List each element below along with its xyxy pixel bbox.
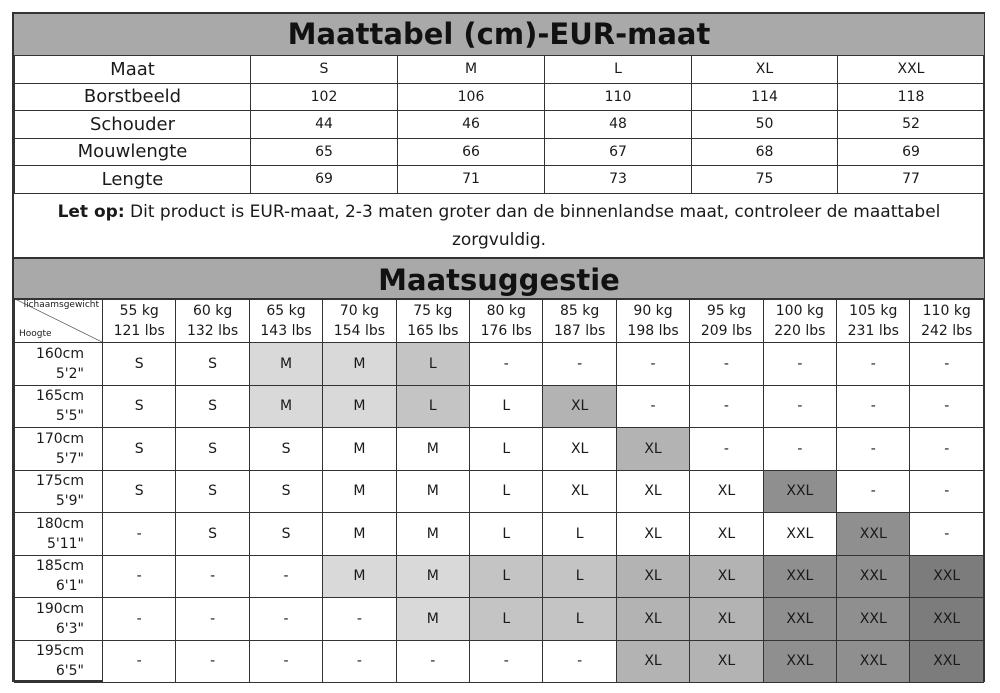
size-cell: 71 bbox=[398, 166, 545, 194]
size-suggestion-cell: - bbox=[176, 598, 249, 641]
size-suggestion-cell: - bbox=[249, 555, 322, 598]
suggestion-title: Maatsuggestie bbox=[14, 257, 984, 300]
size-suggestion-cell: XL bbox=[543, 428, 616, 471]
size-suggestion-cell: XXL bbox=[763, 598, 836, 641]
size-cell: 67 bbox=[545, 138, 692, 166]
size-cell: 44 bbox=[251, 111, 398, 139]
size-cell: M bbox=[398, 56, 545, 84]
size-suggestion-cell: - bbox=[323, 598, 396, 641]
size-suggestion-cell: L bbox=[396, 385, 469, 428]
height-cm: 165cm bbox=[35, 388, 84, 405]
size-suggestion-cell: S bbox=[103, 470, 176, 513]
size-suggestion-cell: M bbox=[323, 555, 396, 598]
height-cm: 180cm bbox=[35, 515, 84, 532]
height-ft: 5'2" bbox=[55, 365, 84, 382]
size-suggestion-cell: XXL bbox=[837, 555, 910, 598]
size-suggestion-cell: - bbox=[910, 428, 984, 471]
size-suggestion-cell: - bbox=[470, 343, 543, 386]
height-ft: 5'5" bbox=[55, 408, 84, 425]
size-suggestion-cell: XL bbox=[616, 428, 689, 471]
size-cell: 46 bbox=[398, 111, 545, 139]
size-suggestion-cell: - bbox=[103, 640, 176, 683]
size-suggestion-cell: L bbox=[470, 385, 543, 428]
size-cell: 48 bbox=[545, 111, 692, 139]
size-suggestion-cell: XL bbox=[690, 470, 763, 513]
size-suggestion-cell: - bbox=[176, 640, 249, 683]
size-suggestion-cell: - bbox=[837, 428, 910, 471]
weight-kg: 60 kg bbox=[192, 302, 233, 319]
size-suggestion-cell: XXL bbox=[763, 640, 836, 683]
weight-kg: 55 kg bbox=[119, 302, 159, 319]
table-row bbox=[15, 598, 984, 641]
size-suggestion-cell: - bbox=[910, 513, 984, 556]
size-cell: S bbox=[251, 56, 398, 84]
table-row bbox=[15, 428, 984, 471]
weight-header bbox=[763, 299, 836, 343]
size-suggestion-cell: - bbox=[176, 555, 249, 598]
note-label: Let op: bbox=[57, 202, 125, 222]
size-suggestion-cell: M bbox=[323, 428, 396, 471]
size-suggestion-cell: L bbox=[543, 555, 616, 598]
size-suggestion-cell: XL bbox=[616, 513, 689, 556]
size-suggestion-cell: - bbox=[249, 598, 322, 641]
size-cell: 110 bbox=[545, 83, 692, 111]
weight-lbs: 209 lbs bbox=[700, 322, 753, 339]
table-row bbox=[15, 640, 984, 683]
weight-lbs: 198 lbs bbox=[627, 322, 679, 339]
size-suggestion-cell: S bbox=[249, 428, 322, 471]
size-row bbox=[15, 166, 985, 194]
weight-lbs: 242 lbs bbox=[921, 322, 973, 339]
size-suggestion-cell: M bbox=[249, 343, 322, 386]
height-cm: 185cm bbox=[35, 558, 84, 575]
size-suggestion-cell: M bbox=[249, 385, 322, 428]
size-suggestion-cell: S bbox=[176, 343, 249, 386]
size-suggestion-cell: M bbox=[396, 428, 469, 471]
size-suggestion-cell: - bbox=[103, 598, 176, 641]
weight-lbs: 165 lbs bbox=[407, 322, 459, 339]
height-cm: 170cm bbox=[35, 430, 84, 447]
size-cell: 50 bbox=[692, 111, 838, 139]
size-row-label: Mouwlengte bbox=[15, 138, 251, 166]
height-cm: 175cm bbox=[35, 473, 84, 490]
height-header bbox=[15, 598, 103, 641]
height-ft: 5'9" bbox=[55, 493, 84, 510]
weight-kg: 70 kg bbox=[339, 302, 380, 319]
size-suggestion-cell: L bbox=[396, 343, 469, 386]
size-suggestion-cell: - bbox=[616, 385, 689, 428]
size-suggestion-cell: L bbox=[543, 598, 616, 641]
weight-lbs: 132 lbs bbox=[186, 322, 239, 339]
size-suggestion-cell: M bbox=[323, 513, 396, 556]
weight-lbs: 187 lbs bbox=[554, 322, 606, 339]
size-row bbox=[15, 138, 985, 166]
table-row bbox=[15, 385, 984, 428]
size-suggestion-cell: XL bbox=[616, 470, 689, 513]
size-suggestion-cell: L bbox=[470, 470, 543, 513]
size-suggestion-cell: XL bbox=[616, 555, 689, 598]
size-cell: 69 bbox=[838, 138, 985, 166]
height-ft: 6'5" bbox=[55, 663, 84, 680]
size-suggestion-cell: XL bbox=[690, 513, 763, 556]
size-suggestion-cell: - bbox=[249, 640, 322, 683]
size-cell: 114 bbox=[692, 83, 838, 111]
weight-header bbox=[249, 299, 322, 343]
size-suggestion-cell: - bbox=[543, 640, 616, 683]
height-header bbox=[15, 470, 103, 513]
size-suggestion-cell: XXL bbox=[910, 555, 984, 598]
weight-lbs: 143 lbs bbox=[260, 322, 312, 339]
size-suggestion-cell: L bbox=[470, 598, 543, 641]
weight-header bbox=[103, 299, 176, 343]
weight-kg: 110 kg bbox=[922, 302, 971, 319]
weight-kg: 105 kg bbox=[849, 302, 898, 319]
corner-height-label: Hoogte bbox=[19, 329, 52, 339]
table-row bbox=[15, 470, 984, 513]
weight-header bbox=[616, 299, 689, 343]
weight-lbs: 220 lbs bbox=[774, 322, 826, 339]
height-cm: 195cm bbox=[35, 643, 84, 660]
height-header bbox=[15, 385, 103, 428]
size-suggestion-cell: M bbox=[396, 470, 469, 513]
corner-weight-label: lichaamsgewicht bbox=[23, 300, 99, 310]
height-cm: 190cm bbox=[35, 600, 84, 617]
size-cell: 75 bbox=[692, 166, 838, 194]
size-suggestion-cell: XXL bbox=[910, 598, 984, 641]
size-suggestion-cell: L bbox=[470, 428, 543, 471]
weight-header bbox=[837, 299, 910, 343]
height-header bbox=[15, 343, 103, 386]
size-suggestion-cell: L bbox=[543, 513, 616, 556]
size-suggestion-cell: XXL bbox=[837, 513, 910, 556]
size-chart-table bbox=[14, 55, 985, 194]
size-suggestion-cell: L bbox=[470, 513, 543, 556]
size-suggestion-cell: - bbox=[910, 343, 984, 386]
size-suggestion-cell: XL bbox=[690, 555, 763, 598]
weight-kg: 95 kg bbox=[706, 302, 747, 319]
size-cell: 69 bbox=[251, 166, 398, 194]
size-suggestion-cell: - bbox=[616, 343, 689, 386]
height-cm: 160cm bbox=[35, 345, 84, 362]
size-suggestion-cell: M bbox=[396, 598, 469, 641]
size-suggestion-cell: S bbox=[176, 470, 249, 513]
size-cell: 52 bbox=[838, 111, 985, 139]
size-suggestion-table bbox=[14, 298, 984, 683]
height-ft: 6'1" bbox=[55, 578, 84, 595]
height-header bbox=[15, 640, 103, 683]
weight-kg: 100 kg bbox=[775, 302, 824, 319]
size-row-label: Maat bbox=[15, 56, 251, 84]
size-suggestion-cell: XL bbox=[616, 598, 689, 641]
weight-header bbox=[690, 299, 763, 343]
size-suggestion-cell: S bbox=[249, 513, 322, 556]
size-suggestion-cell: XL bbox=[616, 640, 689, 683]
weight-lbs: 154 lbs bbox=[333, 322, 386, 339]
size-cell: XL bbox=[692, 56, 838, 84]
corner-cell bbox=[15, 299, 103, 343]
height-header bbox=[15, 428, 103, 471]
size-suggestion-cell: S bbox=[103, 385, 176, 428]
size-row-label: Schouder bbox=[15, 111, 251, 139]
note-text: Dit product is EUR-maat, 2-3 maten groter dan de binnenlandse maat, controleer de maattabel zorgvuldig. bbox=[124, 202, 941, 250]
size-suggestion-cell: - bbox=[763, 385, 836, 428]
size-suggestion-cell: - bbox=[323, 640, 396, 683]
size-suggestion-cell: - bbox=[103, 513, 176, 556]
size-suggestion-cell: - bbox=[690, 385, 763, 428]
size-cell: 68 bbox=[692, 138, 838, 166]
weight-lbs: 231 lbs bbox=[847, 322, 899, 339]
size-suggestion-cell: S bbox=[249, 470, 322, 513]
size-suggestion-cell: XXL bbox=[763, 513, 836, 556]
weight-kg: 85 kg bbox=[560, 302, 600, 319]
size-suggestion-cell: XL bbox=[543, 385, 616, 428]
size-suggestion-cell: S bbox=[176, 385, 249, 428]
size-suggestion-cell: - bbox=[103, 555, 176, 598]
weight-header bbox=[176, 299, 249, 343]
table-row bbox=[15, 555, 984, 598]
weight-header bbox=[323, 299, 396, 343]
size-suggestion-cell: XXL bbox=[763, 470, 836, 513]
size-cell: 77 bbox=[838, 166, 985, 194]
size-cell: XXL bbox=[838, 56, 985, 84]
size-suggestion-cell: XXL bbox=[763, 555, 836, 598]
size-row-label: Borstbeeld bbox=[15, 83, 251, 111]
height-header bbox=[15, 555, 103, 598]
size-suggestion-cell: - bbox=[396, 640, 469, 683]
size-note bbox=[14, 194, 984, 257]
size-cell: L bbox=[545, 56, 692, 84]
size-suggestion-cell: - bbox=[763, 428, 836, 471]
size-suggestion-cell: - bbox=[690, 428, 763, 471]
weight-kg: 80 kg bbox=[486, 302, 526, 319]
size-suggestion-cell: - bbox=[763, 343, 836, 386]
weight-header bbox=[396, 299, 469, 343]
size-suggestion-cell: M bbox=[396, 513, 469, 556]
size-row-label: Lengte bbox=[15, 166, 251, 194]
height-ft: 5'7" bbox=[55, 450, 84, 467]
size-suggestion-cell: XL bbox=[690, 640, 763, 683]
size-suggestion-cell: S bbox=[176, 428, 249, 471]
size-suggestion-cell: M bbox=[323, 343, 396, 386]
size-suggestion-cell: M bbox=[323, 470, 396, 513]
size-suggestion-cell: - bbox=[837, 470, 910, 513]
size-suggestion-cell: XL bbox=[690, 598, 763, 641]
size-row bbox=[15, 56, 985, 84]
size-suggestion-cell: S bbox=[103, 343, 176, 386]
size-suggestion-cell: XL bbox=[543, 470, 616, 513]
size-suggestion-cell: - bbox=[837, 343, 910, 386]
size-chart-title: Maattabel (cm)-EUR-maat bbox=[14, 14, 984, 56]
size-row bbox=[15, 111, 985, 139]
weight-header bbox=[470, 299, 543, 343]
weight-kg: 75 kg bbox=[413, 302, 453, 319]
size-suggestion-cell: M bbox=[323, 385, 396, 428]
size-cell: 66 bbox=[398, 138, 545, 166]
height-ft: 6'3" bbox=[55, 620, 84, 637]
size-suggestion-cell: - bbox=[690, 343, 763, 386]
size-suggestion-cell: S bbox=[176, 513, 249, 556]
weight-kg: 90 kg bbox=[633, 302, 673, 319]
size-suggestion-cell: - bbox=[910, 470, 984, 513]
table-row bbox=[15, 343, 984, 386]
size-suggestion-cell: - bbox=[470, 640, 543, 683]
size-cell: 118 bbox=[838, 83, 985, 111]
size-suggestion-cell: - bbox=[543, 343, 616, 386]
weight-lbs: 121 lbs bbox=[113, 322, 165, 339]
size-suggestion-cell: XXL bbox=[837, 598, 910, 641]
size-suggestion-cell: L bbox=[470, 555, 543, 598]
weight-header bbox=[910, 299, 984, 343]
size-cell: 106 bbox=[398, 83, 545, 111]
weight-header bbox=[543, 299, 616, 343]
weight-kg: 65 kg bbox=[266, 302, 306, 319]
size-cell: 73 bbox=[545, 166, 692, 194]
size-suggestion-cell: - bbox=[910, 385, 984, 428]
size-cell: 65 bbox=[251, 138, 398, 166]
size-suggestion-cell: XXL bbox=[910, 640, 984, 683]
height-header bbox=[15, 513, 103, 556]
weight-lbs: 176 lbs bbox=[480, 322, 532, 339]
height-ft: 5'11" bbox=[46, 535, 84, 552]
size-suggestion-cell: XXL bbox=[837, 640, 910, 683]
size-suggestion-cell: S bbox=[103, 428, 176, 471]
table-row bbox=[15, 513, 984, 556]
size-row bbox=[15, 83, 985, 111]
size-cell: 102 bbox=[251, 83, 398, 111]
size-suggestion-cell: M bbox=[396, 555, 469, 598]
size-suggestion-cell: - bbox=[837, 385, 910, 428]
